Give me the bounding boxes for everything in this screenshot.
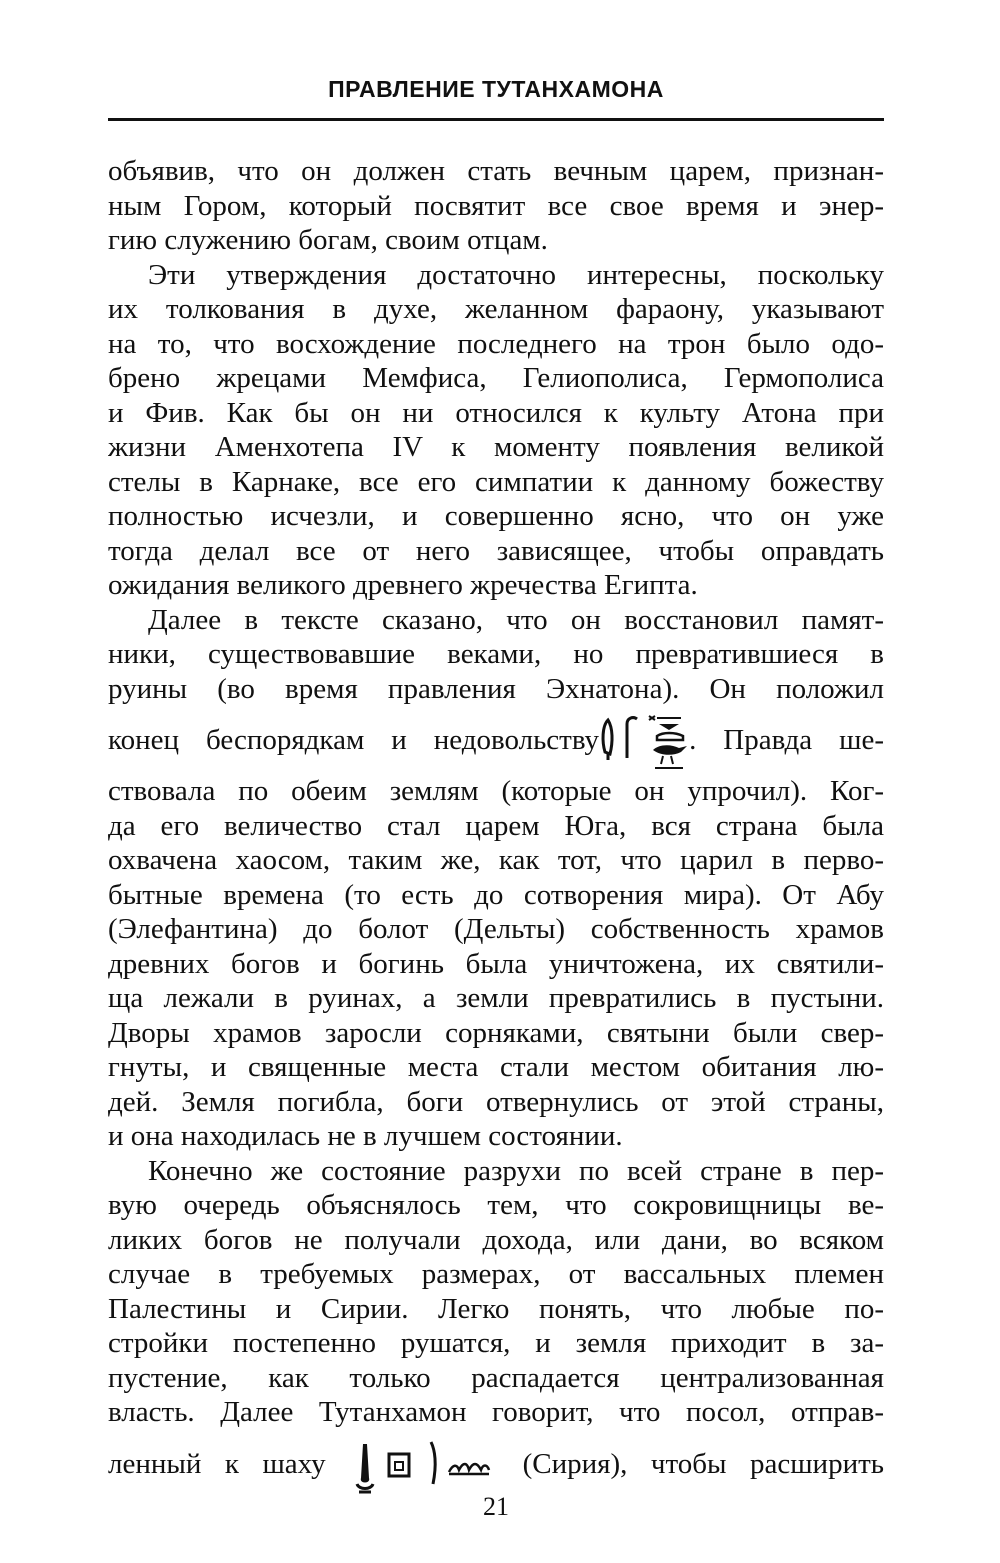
text-line: охвачена хаосом, таким же, как тот, что царил в перво- <box>108 844 884 876</box>
text-fragment: конец беспорядкам и недовольству <box>108 724 600 756</box>
text-line: да его величество стал царем Юга, вся страна была <box>108 809 884 842</box>
page-number: 21 <box>483 1492 509 1521</box>
hieroglyph-djahy-icon <box>349 1434 499 1498</box>
text-line: Конечно же состояние разрухи по всей стране в пер- <box>148 1154 884 1187</box>
text-line: гию служению богам, своим отцам. <box>108 224 548 256</box>
text-line: ликих богов не получали дохода, или дани, во всяком <box>108 1223 884 1256</box>
text-line: Дворы храмов заросли сорняками, святыни были свер- <box>108 1016 884 1049</box>
running-title: ПРАВЛЕНИЕ ТУТАНХАМОНА <box>328 76 664 102</box>
text-line: древних богов и богинь была уничтожена, их святили- <box>108 947 884 980</box>
text-line: и она находилась не в лучшем состоянии. <box>108 1120 623 1152</box>
text-line: руины (во время правления Эхнатона). Он положил <box>108 672 884 705</box>
text-line: ствовала по обеим землям (которые он упрочил). Ког- <box>108 775 884 807</box>
text-line: (Элефантина) до болот (Дельты) собственность храмов <box>108 913 884 945</box>
text-line: объявив, что он должен стать вечным царем, признан- <box>108 155 884 187</box>
text-line: Палестины и Сирии. Легко понять, что любые по- <box>108 1292 884 1325</box>
text-line: гнуты, и священные места стали местом обитания лю- <box>108 1051 884 1083</box>
text-line-with-hieroglyphs <box>108 1430 884 1498</box>
text-line: ща лежали в руинах, а земли превратились в пустыни. <box>108 982 884 1014</box>
text-line: полностью исчезли, и совершенно ясно, что он уже <box>108 500 884 532</box>
body-text <box>108 154 884 1498</box>
text-line: стройки постепенно рушатся, и земля приходит в за- <box>108 1327 884 1359</box>
text-line: стелы в Карнаке, все его симпатии к данному божеству <box>108 465 884 498</box>
text-line: ожидания великого древнего жречества Египта. <box>108 569 698 601</box>
text-fragment: ленный к шаху <box>108 1447 326 1480</box>
text-line-with-hieroglyphs <box>108 706 884 774</box>
text-line: тогда делал все от него зависящее, чтобы оправдать <box>108 534 884 567</box>
text-fragment: . Правда ше- <box>689 724 884 756</box>
text-line: пустение, как только распадается централизованная <box>108 1361 884 1394</box>
text-line: и Фив. Как бы он ни относился к культу Атона при <box>108 396 884 429</box>
text-line: Далее в тексте сказано, что он восстановил памят- <box>148 603 884 636</box>
text-line: ным Гором, который посвятит все свое время и энер- <box>108 189 884 222</box>
text-line: их толкования в духе, желанном фараону, указывают <box>108 293 884 325</box>
hieroglyph-isfet-icon <box>599 710 689 774</box>
text-line: власть. Далее Тутанхамон говорит, что посол, отправ- <box>108 1396 884 1428</box>
text-line: вую очередь объяснялось тем, что сокровищницы ве- <box>108 1189 884 1221</box>
text-line: ники, существовавшие веками, но превратившиеся в <box>108 638 884 670</box>
header-rule <box>108 118 884 121</box>
text-line: брено жрецами Мемфиса, Гелиополиса, Гермополиса <box>108 362 884 394</box>
text-line: случае в требуемых размерах, от вассальных племен <box>108 1258 884 1290</box>
text-line: дей. Земля погибла, боги отвернулись от этой страны, <box>108 1085 884 1118</box>
text-line: жизни Аменхотепа IV к моменту появления великой <box>108 431 884 463</box>
text-line: бытные времена (то есть до сотворения мира). От Абу <box>108 878 884 911</box>
text-line: Эти утверждения достаточно интересны, поскольку <box>148 258 884 291</box>
text-fragment: (Сирия), чтобы расширить <box>522 1447 884 1480</box>
text-line: на то, что восхождение последнего на трон было одо- <box>108 327 884 360</box>
